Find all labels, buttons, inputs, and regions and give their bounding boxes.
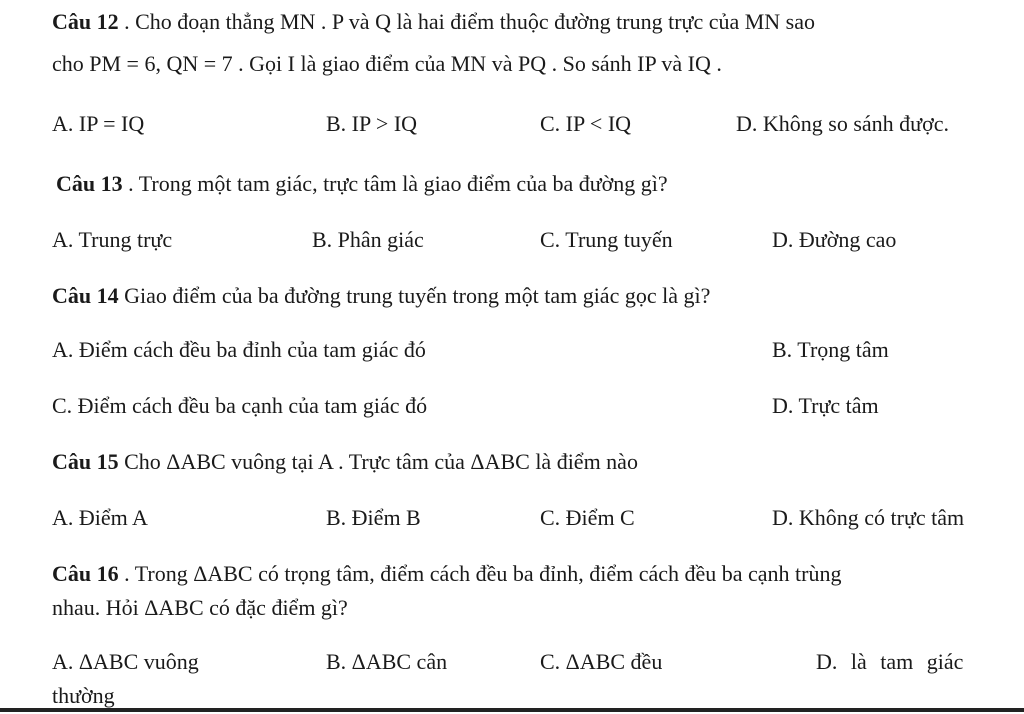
question-12-line-2: cho PM = 6, QN = 7 . Gọi I là giao điểm của MN và PQ . So sánh IP và IQ . — [52, 51, 722, 76]
question-12-option-d: D. Không so sánh được. — [736, 111, 949, 136]
question-14-line-1 — [52, 282, 710, 310]
question-15-line-1 — [52, 448, 638, 476]
question-13-number: Câu 13 — [56, 171, 123, 196]
question-16-number: Câu 16 — [52, 561, 119, 586]
question-13-option-a: A. Trung trực — [52, 227, 173, 252]
question-15-number: Câu 15 — [52, 449, 119, 474]
question-16-text-1: . Trong ΔABC có trọng tâm, điểm cách đều ba đỉnh, điểm cách đều ba cạnh trùng — [118, 561, 842, 586]
question-16-option-d: D. là tam giác — [816, 649, 964, 674]
question-13-text-1: . Trong một tam giác, trực tâm là giao điểm của ba đường gì? — [122, 171, 668, 196]
question-14-option-b: B. Trọng tâm — [772, 337, 889, 362]
question-14-option-d: D. Trực tâm — [772, 393, 879, 418]
question-14-number: Câu 14 — [52, 283, 119, 308]
question-16-option-c: C. ΔABC đều — [540, 649, 663, 674]
question-15-text-1: Cho ΔABC vuông tại A . Trực tâm của ΔABC là điểm nào — [118, 449, 638, 474]
question-13-option-b: B. Phân giác — [312, 227, 424, 252]
question-13-option-c: C. Trung tuyến — [540, 227, 673, 252]
question-16-option-b: B. ΔABC cân — [326, 649, 448, 674]
question-13-line-1 — [56, 170, 668, 198]
question-16-line-2: nhau. Hỏi ΔABC có đặc điểm gì? — [52, 595, 348, 620]
question-15-option-b: B. Điểm B — [326, 505, 421, 530]
question-13-option-d: D. Đường cao — [772, 227, 897, 252]
question-12-option-c: C. IP < IQ — [540, 111, 632, 136]
question-16-option-a: A. ΔABC vuông — [52, 649, 199, 674]
question-14-text-1: Giao điểm của ba đường trung tuyến trong một tam giác gọc là gì? — [118, 283, 711, 308]
question-15-option-d: D. Không có trực tâm — [772, 505, 965, 530]
question-12-text-1: . Cho đoạn thẳng MN . P và Q là hai điểm thuộc đường trung trực của MN sao — [118, 9, 816, 34]
question-14-option-c: C. Điểm cách đều ba cạnh của tam giác đó — [52, 393, 428, 418]
question-12-line-1 — [52, 8, 815, 36]
question-15-option-c: C. Điểm C — [540, 505, 635, 530]
question-15-option-a: A. Điểm A — [52, 505, 148, 530]
question-12-option-a: A. IP = IQ — [52, 111, 145, 136]
bottom-divider — [0, 708, 1024, 712]
question-12-option-b: B. IP > IQ — [326, 111, 418, 136]
question-12-number: Câu 12 — [52, 9, 119, 34]
question-14-option-a: A. Điểm cách đều ba đỉnh của tam giác đó — [52, 337, 426, 362]
question-16-line-1 — [52, 560, 842, 588]
question-16-option-d-continued: thường — [52, 683, 115, 708]
